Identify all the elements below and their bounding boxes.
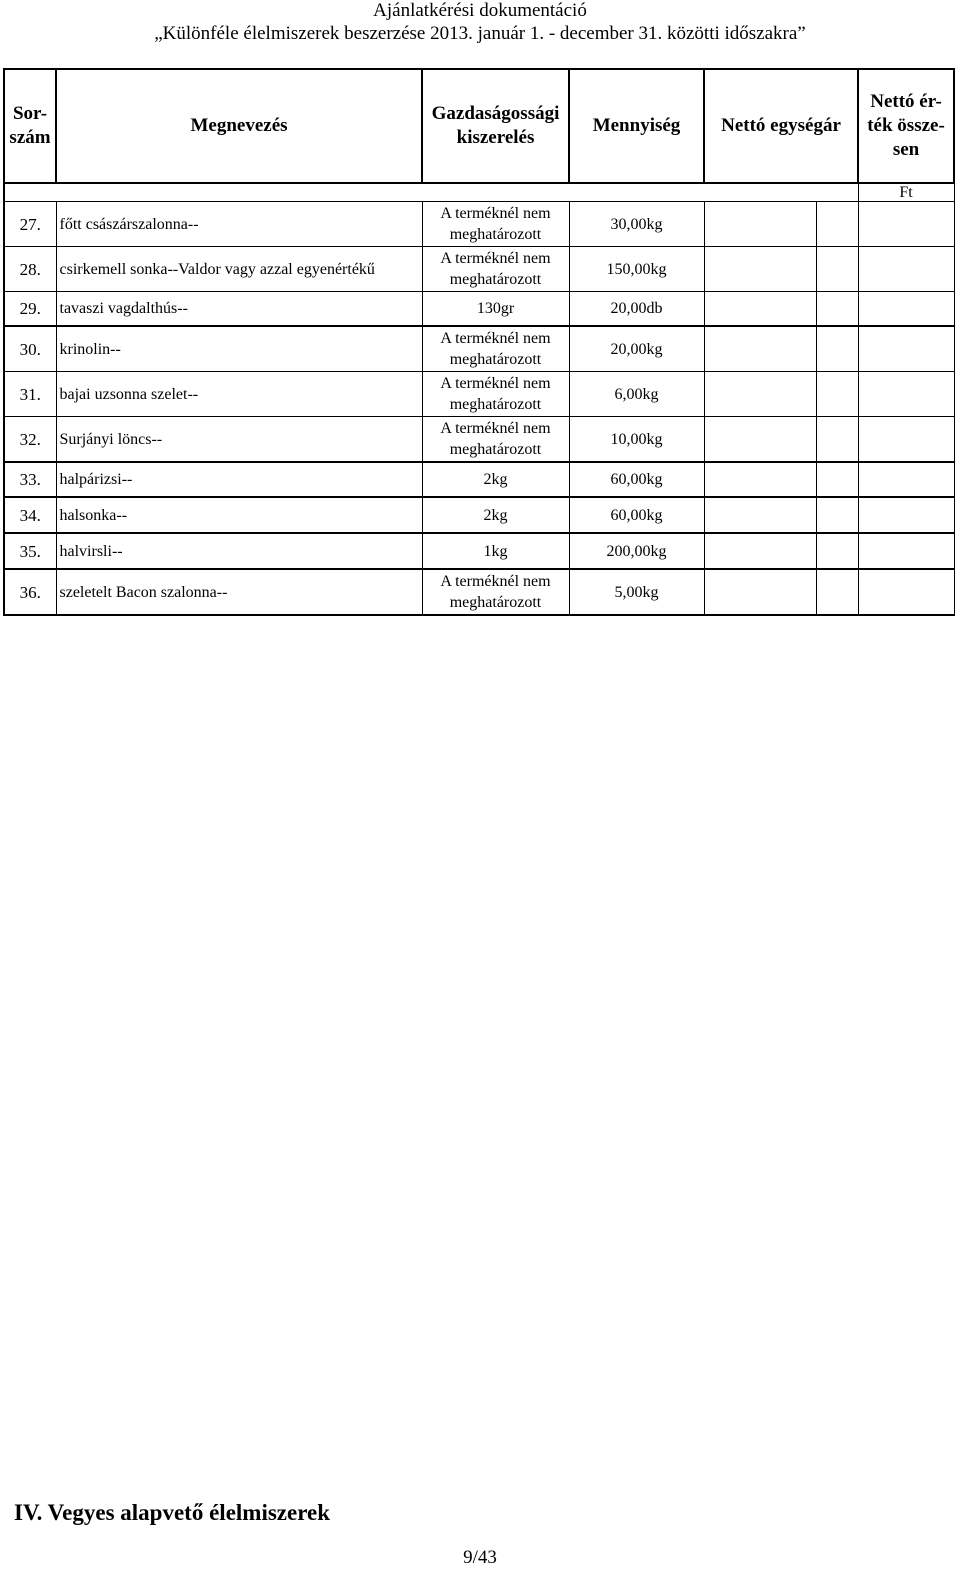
row-name: csirkemell sonka--Valdor vagy azzal egyenértékű — [56, 247, 422, 292]
row-package: A terméknél nem meghatározott — [422, 202, 569, 247]
row-number: 28. — [4, 247, 56, 292]
row-name: halsonka-- — [56, 497, 422, 533]
unit-price-cell[interactable] — [704, 292, 816, 327]
total-cell[interactable] — [858, 202, 954, 247]
row-quantity: 5,00kg — [569, 569, 704, 615]
unit-price-cell[interactable] — [704, 247, 816, 292]
unit-price-cell[interactable] — [704, 417, 816, 463]
row-name: tavaszi vagdalthús-- — [56, 292, 422, 327]
table-row — [4, 497, 954, 533]
row-quantity: 20,00db — [569, 292, 704, 327]
total-cell[interactable] — [858, 372, 954, 417]
page-number: 9/43 — [463, 1547, 497, 1568]
total-cell[interactable] — [858, 569, 954, 615]
row-number: 34. — [4, 497, 56, 533]
table-row — [4, 326, 954, 372]
total-cell[interactable] — [858, 497, 954, 533]
row-number: 32. — [4, 417, 56, 463]
col-header-megnevezes: Megnevezés — [56, 69, 422, 183]
table-row — [4, 462, 954, 497]
unit-price-sub-cell — [816, 417, 858, 463]
row-quantity: 150,00kg — [569, 247, 704, 292]
unit-price-cell[interactable] — [704, 533, 816, 569]
row-package: 2kg — [422, 462, 569, 497]
total-cell[interactable] — [858, 417, 954, 463]
row-package: 130gr — [422, 292, 569, 327]
row-quantity: 60,00kg — [569, 497, 704, 533]
total-cell[interactable] — [858, 462, 954, 497]
row-quantity: 20,00kg — [569, 326, 704, 372]
currency-label: Ft — [858, 183, 954, 202]
row-number: 31. — [4, 372, 56, 417]
table-row — [4, 533, 954, 569]
row-name: főtt császárszalonna-- — [56, 202, 422, 247]
row-package: A terméknél nem meghatározott — [422, 326, 569, 372]
unit-price-sub-cell — [816, 202, 858, 247]
row-name: krinolin-- — [56, 326, 422, 372]
unit-price-cell[interactable] — [704, 497, 816, 533]
total-cell[interactable] — [858, 247, 954, 292]
unit-price-sub-cell — [816, 372, 858, 417]
total-cell[interactable] — [858, 326, 954, 372]
section-title: IV. Vegyes alapvető élelmiszerek — [14, 1500, 331, 1525]
row-quantity: 6,00kg — [569, 372, 704, 417]
table-row — [4, 569, 954, 615]
row-package: A terméknél nem meghatározott — [422, 247, 569, 292]
row-name: bajai uzsonna szelet-- — [56, 372, 422, 417]
price-table — [3, 68, 955, 616]
unit-price-cell[interactable] — [704, 326, 816, 372]
row-number: 30. — [4, 326, 56, 372]
total-cell[interactable] — [858, 533, 954, 569]
row-package: A terméknél nem meghatározott — [422, 372, 569, 417]
row-package: A terméknél nem meghatározott — [422, 569, 569, 615]
row-name: halvirsli-- — [56, 533, 422, 569]
unit-price-sub-cell — [816, 533, 858, 569]
row-quantity: 10,00kg — [569, 417, 704, 463]
document-title: Ajánlatkérési dokumentáció — [373, 0, 587, 21]
row-number: 36. — [4, 569, 56, 615]
row-number: 29. — [4, 292, 56, 327]
table-row — [4, 417, 954, 463]
unit-price-sub-cell — [816, 569, 858, 615]
table-row — [4, 202, 954, 247]
table-row — [4, 372, 954, 417]
row-quantity: 30,00kg — [569, 202, 704, 247]
row-name: Surjányi löncs-- — [56, 417, 422, 463]
unit-price-sub-cell — [816, 292, 858, 327]
row-number: 27. — [4, 202, 56, 247]
unit-price-sub-cell — [816, 247, 858, 292]
document-subtitle: „Különféle élelmiszerek beszerzése 2013. január 1. - december 31. közötti időszakra” — [154, 23, 806, 44]
row-quantity: 60,00kg — [569, 462, 704, 497]
unit-price-sub-cell — [816, 326, 858, 372]
unit-price-cell[interactable] — [704, 462, 816, 497]
unit-price-cell[interactable] — [704, 569, 816, 615]
unit-price-sub-cell — [816, 462, 858, 497]
row-quantity: 200,00kg — [569, 533, 704, 569]
col-header-osszesen: Nettó ér-ték össze-sen — [858, 69, 954, 183]
col-header-kiszereles: Gazdaságossági kiszerelés — [422, 69, 569, 183]
col-header-mennyiseg: Mennyiség — [569, 69, 704, 183]
table-row — [4, 292, 954, 327]
total-cell[interactable] — [858, 292, 954, 327]
row-package: 2kg — [422, 497, 569, 533]
row-name: halpárizsi-- — [56, 462, 422, 497]
row-package: A terméknél nem meghatározott — [422, 417, 569, 463]
unit-price-cell[interactable] — [704, 202, 816, 247]
row-package: 1kg — [422, 533, 569, 569]
table-row — [4, 247, 954, 292]
unit-price-cell[interactable] — [704, 372, 816, 417]
col-header-egysegar: Nettó egységár — [704, 69, 858, 183]
col-header-sorszam: Sor-szám — [4, 69, 56, 183]
currency-spacer — [4, 183, 858, 202]
row-number: 35. — [4, 533, 56, 569]
row-number: 33. — [4, 462, 56, 497]
row-name: szeletelt Bacon szalonna-- — [56, 569, 422, 615]
unit-price-sub-cell — [816, 497, 858, 533]
